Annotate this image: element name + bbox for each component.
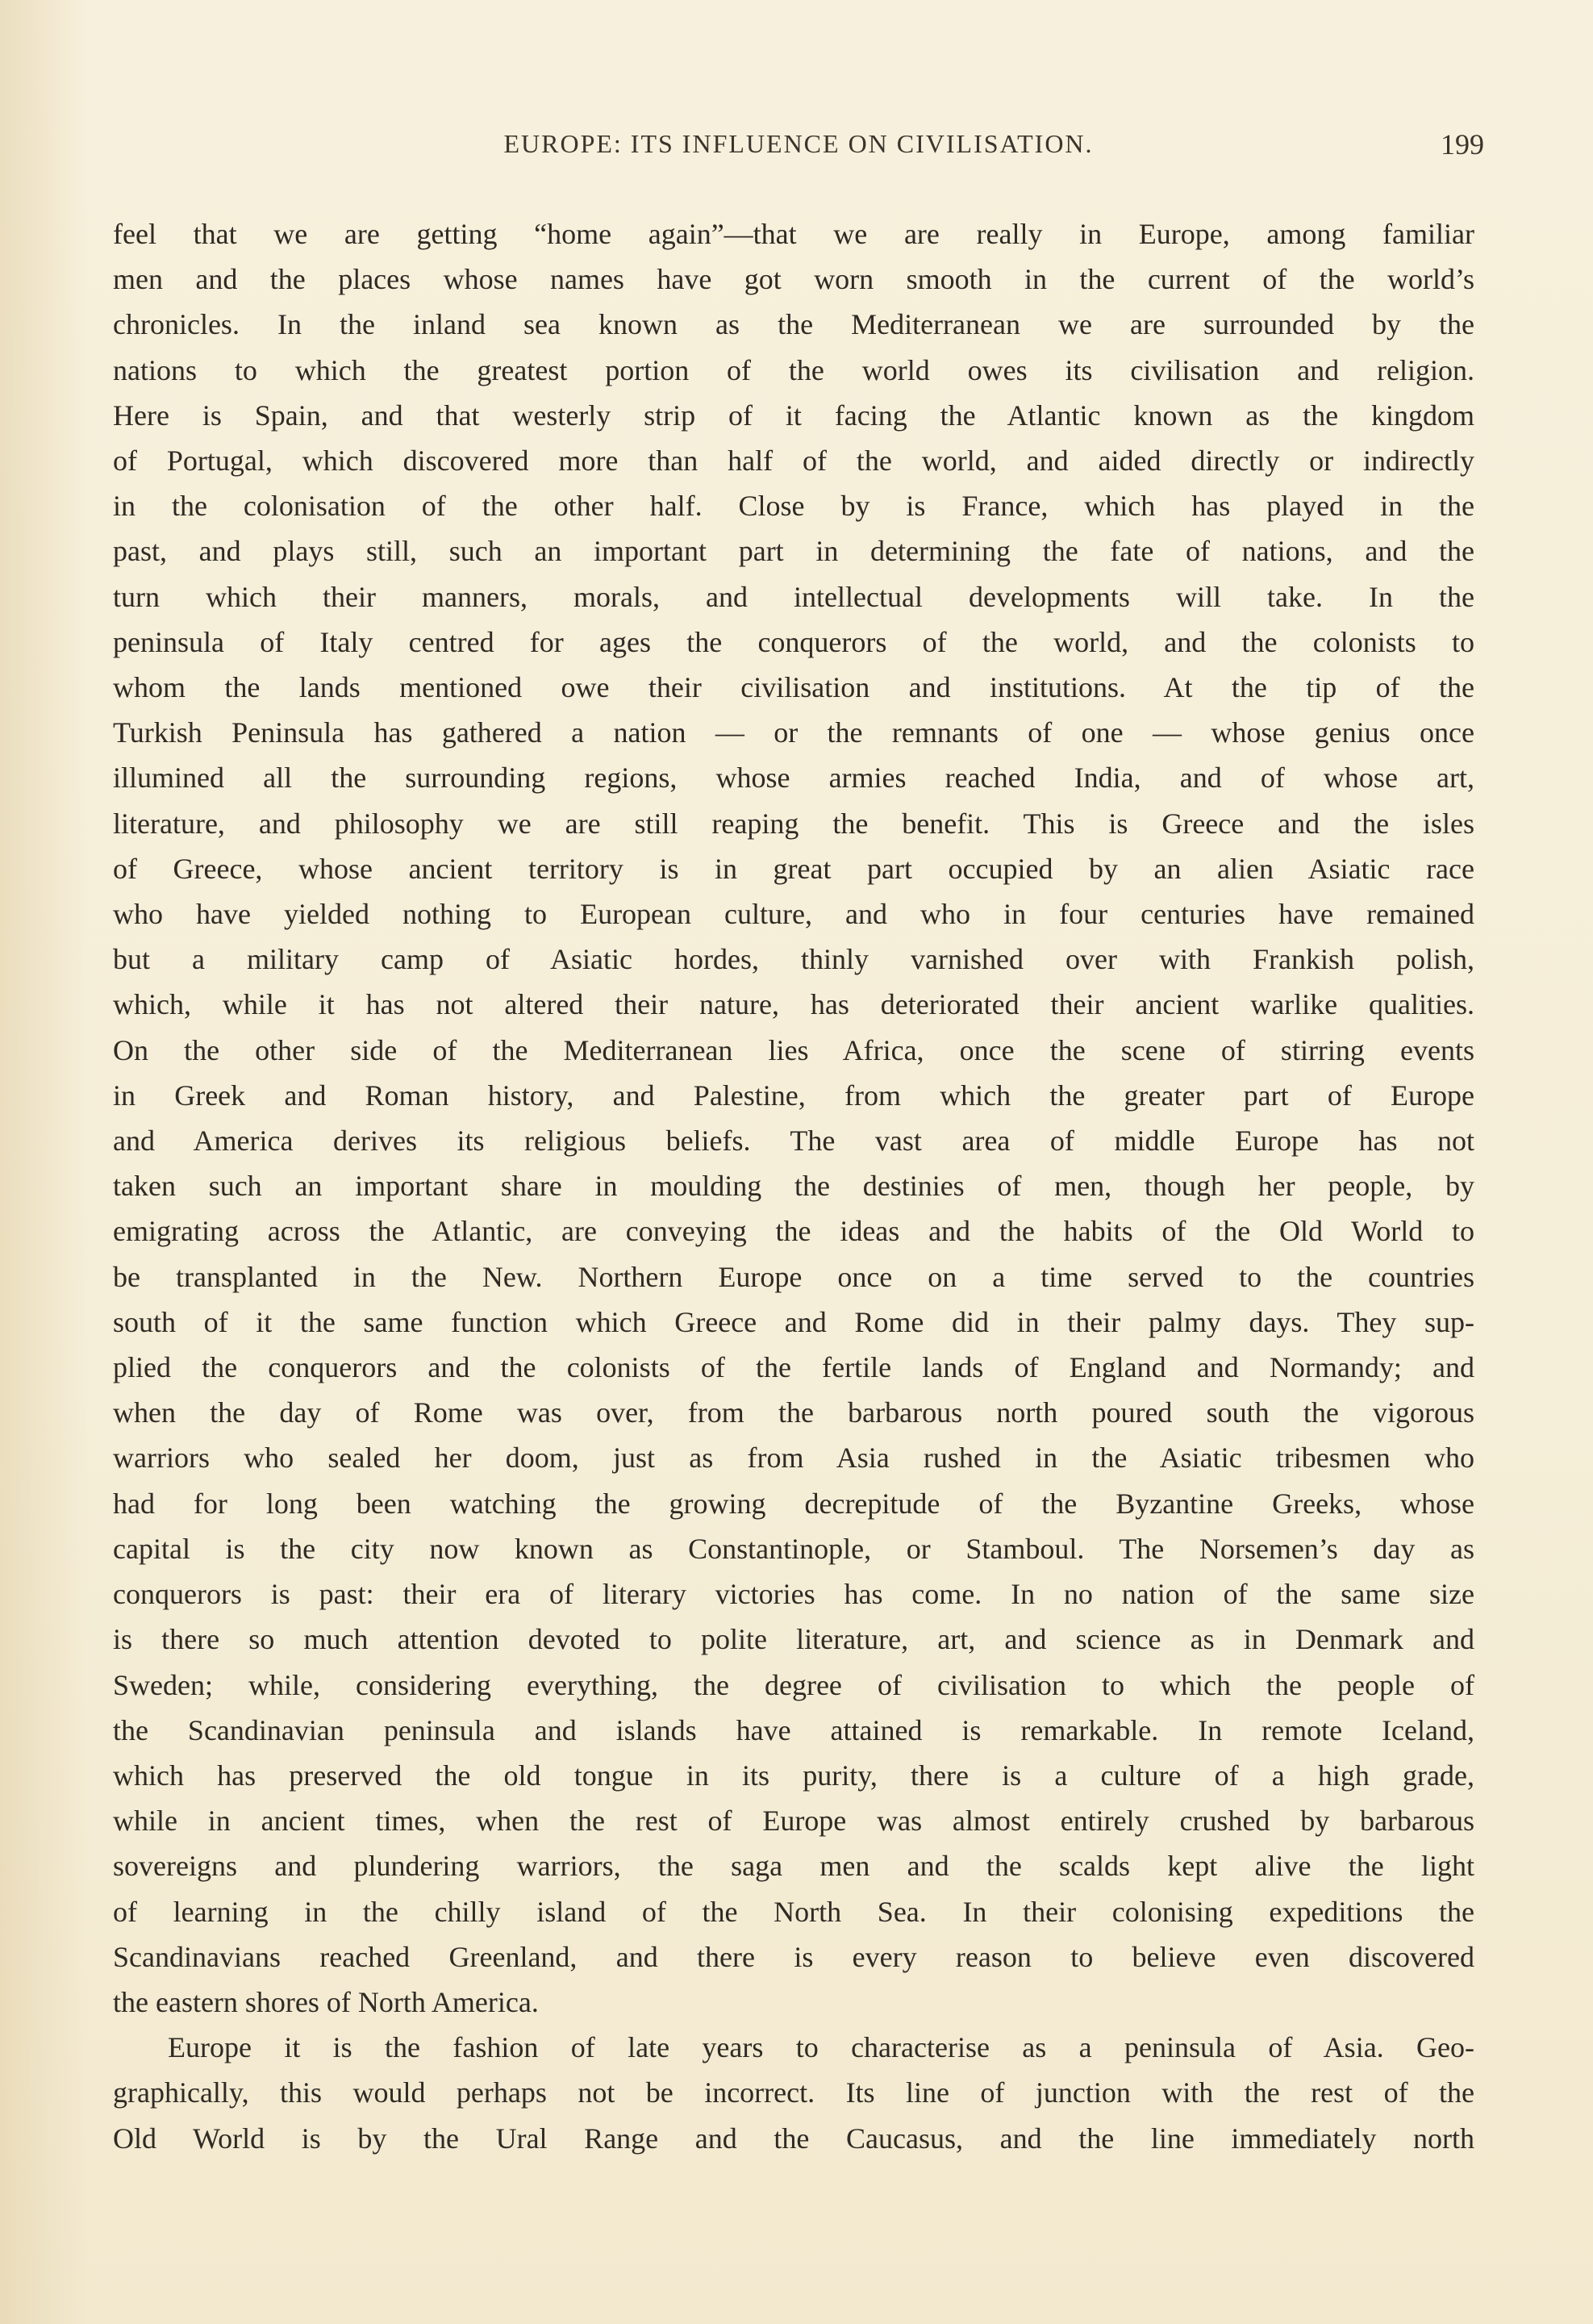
running-title: EUROPE: ITS INFLUENCE ON CIVILISATION. bbox=[503, 129, 1094, 158]
text-line: the Scandinavian peninsula and islands have attained is remarkable. In remote Iceland, bbox=[113, 1713, 1474, 1746]
text-line: in Greek and Roman history, and Palestine, from which the greater part of Europe bbox=[113, 1079, 1474, 1112]
text-line: feel that we are getting “home again”—that we are really in Europe, among familiar bbox=[113, 218, 1474, 250]
text-line: when the day of Rome was over, from the barbarous north poured south the vigorous bbox=[113, 1396, 1474, 1429]
text-line: south of it the same function which Greece and Rome did in their palmy days. They sup- bbox=[113, 1305, 1474, 1338]
text-line: which has preserved the old tongue in its purity, there is a culture of a high grade, bbox=[113, 1759, 1474, 1792]
text-line: Europe it is the fashion of late years to characterise as a peninsula of Asia. Geo- bbox=[168, 2031, 1474, 2064]
text-line: chronicles. In the inland sea known as the Mediterranean we are surrounded by the bbox=[113, 308, 1474, 341]
running-head bbox=[113, 129, 1484, 168]
page-number: 199 bbox=[1441, 128, 1484, 161]
text-line: but a military camp of Asiatic hordes, thinly varnished over with Frankish polish, bbox=[113, 943, 1474, 976]
text-line: warriors who sealed her doom, just as from Asia rushed in the Asiatic tribesmen who bbox=[113, 1442, 1474, 1475]
text-line: illumined all the surrounding regions, whose armies reached India, and of whose art, bbox=[113, 761, 1474, 795]
text-line: capital is the city now known as Constantinople, or Stamboul. The Norsemen’s day as bbox=[113, 1532, 1474, 1565]
text-line: Here is Spain, and that westerly strip of it facing the Atlantic known as the kingdom bbox=[113, 398, 1474, 432]
text-line: men and the places whose names have got worn smooth in the current of the world’s bbox=[113, 263, 1474, 296]
text-line: peninsula of Italy centred for ages the conquerors of the world, and the colonists to bbox=[113, 625, 1474, 658]
text-line: taken such an important share in moulding the destinies of men, though her people, by bbox=[113, 1170, 1474, 1203]
text-line: turn which their manners, morals, and intellectual developments will take. In the bbox=[113, 580, 1474, 613]
text-line: the eastern shores of North America. bbox=[113, 1985, 539, 2018]
text-line: while in ancient times, when the rest of Europe was almost entirely crushed by barbarous bbox=[113, 1805, 1474, 1838]
text-line: whom the lands mentioned owe their civilisation and institutions. At the tip of the bbox=[113, 671, 1474, 704]
text-line: which, while it has not altered their nature, has deteriorated their ancient warlike qualities. bbox=[113, 988, 1474, 1021]
text-line: and America derives its religious beliefs. The vast area of middle Europe has not bbox=[113, 1124, 1474, 1158]
text-line: Turkish Peninsula has gathered a nation — or the remnants of one — whose genius once bbox=[113, 716, 1474, 749]
text-line: emigrating across the Atlantic, are conveying the ideas and the habits of the Old World to bbox=[113, 1215, 1474, 1248]
text-line: of learning in the chilly island of the North Sea. In their colonising expeditions the bbox=[113, 1895, 1474, 1928]
text-line: conquerors is past: their era of literary victories has come. In no nation of the same size bbox=[113, 1578, 1474, 1611]
body-text bbox=[113, 211, 1474, 2161]
text-line: in the colonisation of the other half. Close by is France, which has played in the bbox=[113, 490, 1474, 523]
text-line: On the other side of the Mediterranean lies Africa, once the scene of stirring events bbox=[113, 1033, 1474, 1066]
text-line: Old World is by the Ural Range and the Caucasus, and the line immediately north bbox=[113, 2122, 1474, 2155]
text-line: had for long been watching the growing decrepitude of the Byzantine Greeks, whose bbox=[113, 1487, 1474, 1520]
text-line: Scandinavians reached Greenland, and there is every reason to believe even discovered bbox=[113, 1940, 1474, 1973]
text-line: who have yielded nothing to European culture, and who in four centuries have remained bbox=[113, 898, 1474, 931]
text-line: literature, and philosophy we are still reaping the benefit. This is Greece and the isles bbox=[113, 807, 1474, 840]
text-line: plied the conquerors and the colonists of the fertile lands of England and Normandy; and bbox=[113, 1351, 1474, 1384]
text-line: graphically, this would perhaps not be incorrect. Its line of junction with the rest of the bbox=[113, 2076, 1474, 2109]
text-line: of Portugal, which discovered more than half of the world, and aided directly or indirectly bbox=[113, 444, 1474, 478]
text-line: sovereigns and plundering warriors, the saga men and the scalds kept alive the light bbox=[113, 1850, 1474, 1883]
text-line: of Greece, whose ancient territory is in great part occupied by an alien Asiatic race bbox=[113, 852, 1474, 885]
text-line: Sweden; while, considering everything, the degree of civilisation to which the people of bbox=[113, 1668, 1474, 1701]
text-line: past, and plays still, such an important part in determining the fate of nations, and the bbox=[113, 535, 1474, 568]
text-line: nations to which the greatest portion of the world owes its civilisation and religion. bbox=[113, 353, 1474, 386]
text-line: be transplanted in the New. Northern Europe once on a time served to the countries bbox=[113, 1260, 1474, 1293]
text-line: is there so much attention devoted to polite literature, art, and science as in Denmark and bbox=[113, 1623, 1474, 1656]
